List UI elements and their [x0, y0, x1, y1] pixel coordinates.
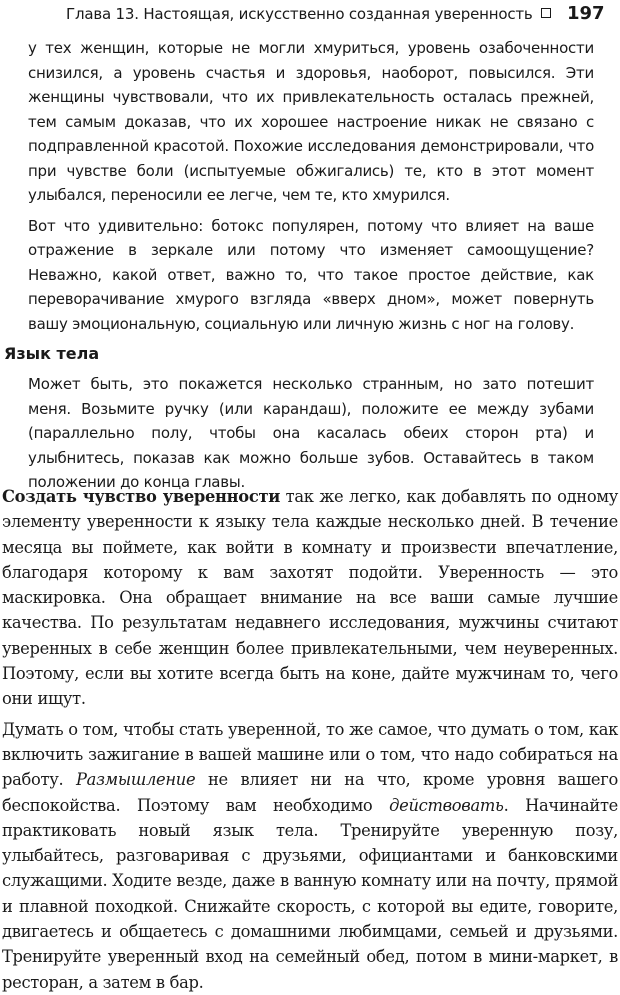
main-paragraph-1 [2, 484, 618, 712]
page-number: 197 [567, 3, 605, 24]
intro-paragraph-1: у тех женщин, которые не могли хмуриться, уровень озабоченности снизился, а уровень счастья и здоровья, наоборот, повысился. Эти женщины чувствовали, что их привлекательность осталась прежней, тем самым доказав, что их хорошее настроение никак не связано с подправленной красотой. Похожие исследования демонстрировали, что при чувстве боли (испытуемые обжигались) те, кто в этот момент улыбался, переносили ее легче, чем те, кто хмурился. [28, 39, 594, 204]
main-paragraph-2-part-c: . Начинайте практиковать новый язык тела. Тренируйте уверенную позу, улыбайтесь, разговаривая с друзьями, официантами и банковскими служащими. Ходите везде, даже в ванную комнату или на почту, прямой и плавной походкой. Снижайте скорость, с которой вы едите, говорите, двигаетесь и общаетесь с домашними любимцами, семьей и друзьями. Тренируйте уверенный вход на семейный обед, потом в мини-маркет, в ресторан, а затем в бар. [2, 795, 618, 992]
section-heading: Язык тела [4, 344, 100, 363]
page-header [0, 0, 620, 30]
square-bullet-icon [541, 8, 551, 18]
exercise-text: Может быть, это покажется несколько странным, но зато потешит меня. Возьмите ручку (или карандаш), положите ее между зубами (параллельно полу, чтобы она касалась обеих сторон рта) и улыбнитесь, показав как можно больше зубов. Оставайтесь в таком положении до конца главы. [28, 375, 594, 491]
main-paragraph-2-part-a: Думать о том, чтобы стать уверенной, то же самое, что думать о том, как включить зажигание в вашей машине или о том, что надо собираться на работу. [2, 719, 618, 790]
lead-phrase: Создать чувство уверенности [2, 487, 281, 506]
intro-section [28, 36, 594, 336]
main-paragraph-2 [2, 717, 618, 995]
main-text [2, 484, 618, 995]
running-title: Глава 13. Настоящая, искусственно созданная уверенность [66, 5, 533, 23]
main-paragraph-1-text: так же легко, как добавлять по одному элементу уверенности к языку тела каждые несколько дней. В течение месяца вы поймете, как войти в комнату и произвести впечатление, благодаря которому к вам захотят подойти. Уверенность — это маскировка. Она обращает внимание на все ваши самые лучшие качества. По результатам недавнего исследования, мужчины считают уверенных в себе женщин более привлекательными, чем неуверенных. Поэтому, если вы хотите всегда быть на коне, дайте мужчинам то, чего они ищут. [2, 487, 618, 709]
main-paragraph-2-part-b: не влияет ни на что, кроме уровня вашего беспокойства. Поэтому вам необходимо [2, 770, 618, 815]
emphasis-act: действовать [389, 795, 504, 815]
emphasis-reflection: Размышление [76, 770, 196, 790]
intro-paragraph-2: Вот что удивительно: ботокс популярен, потому что влияет на ваше отражение в зеркале или потому что изменяет самоощущение? Неважно, какой ответ, важно то, что такое простое действие, как переворачивание хмурого взгляда «вверх дном», может повернуть вашу эмоциональную, социальную или личную жизнь с ног на голову. [28, 216, 594, 333]
body-language-exercise [28, 372, 594, 495]
